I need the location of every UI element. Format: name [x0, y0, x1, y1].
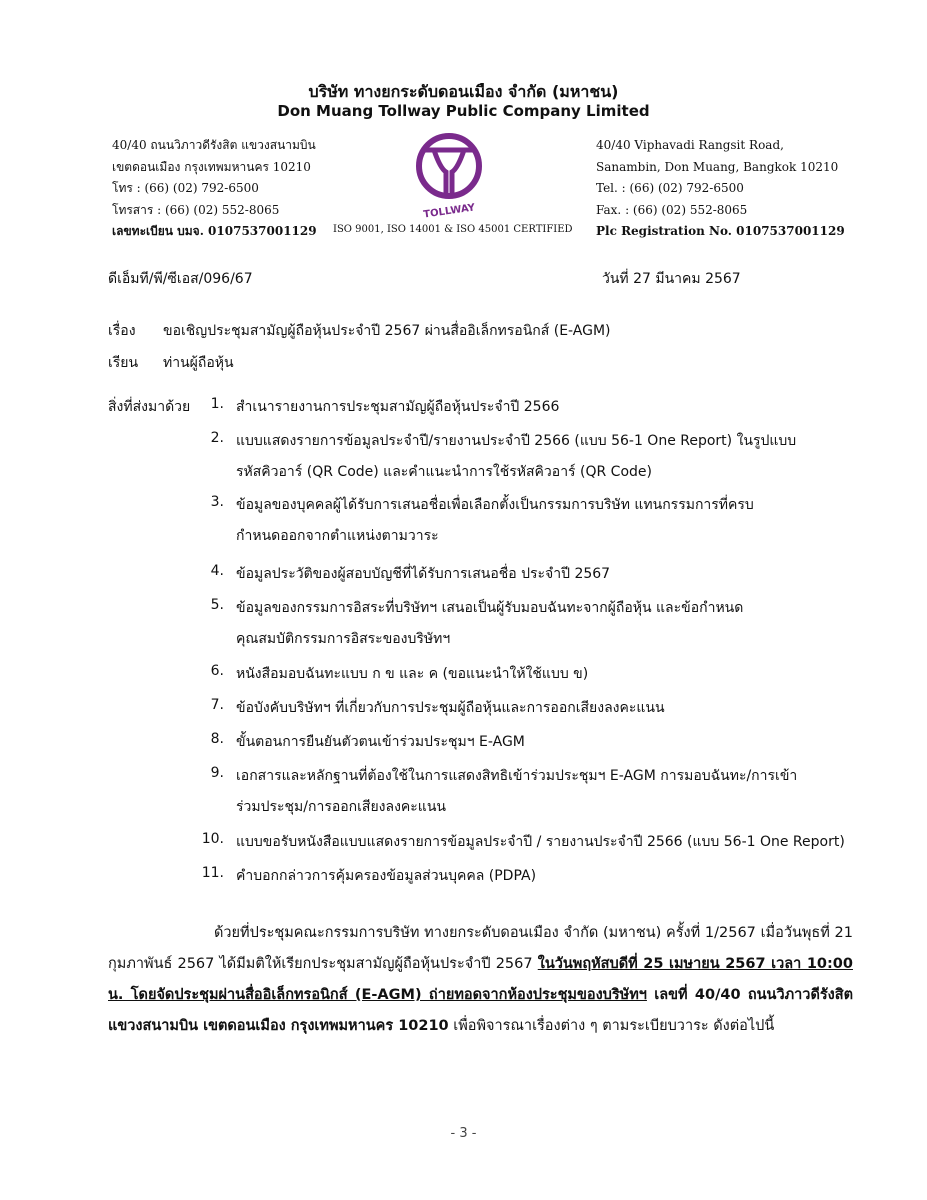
- body-text: ด้วยที่ประชุมคณะกรรมการบริษัท ทางยกระดับดอนเมือง จำกัด (มหาชน) ครั้งที่ 1/2567 เมื่อวันพุธที่ 21 กุมภาพันธ์ 2567 ได้มีมติให้เรียกประชุมสามัญผู้ถือหุ้นประจำปี 2567: [108, 925, 853, 972]
- enclosure-text: คำบอกกล่าวการคุ้มครองข้อมูลส่วนบุคคล (PDPA): [236, 868, 537, 884]
- enclosure-text: ร่วมประชุม/การออกเสียงลงคะแนน: [236, 799, 446, 815]
- recipient-label: เรียน: [108, 355, 139, 371]
- tollway-logo-icon: [410, 132, 488, 220]
- reference-number: ดีเอ็มที/พี/ซีเอส/096/67: [108, 271, 253, 287]
- page-number: - 3 -: [450, 1126, 477, 1141]
- registration-number: เลขทะเบียน บมจ. 0107537001129: [112, 224, 317, 238]
- body-text-end: เพื่อพิจารณาเรื่องต่าง ๆ ตามระเบียบวาระ ดังต่อไปนี้: [448, 1018, 775, 1034]
- meeting-datetime-emphasis: ในวันพฤหัสบดีที่ 25 เมษายน 2567 เวลา 10:00 น. โดยจัดประชุมผ่านสื่ออิเล็กทรอนิกส์ (E-AGM) ถ่ายทอดจากห้องประชุมของบริษัทฯ: [108, 956, 853, 1003]
- enclosure-number: 10.: [201, 831, 224, 847]
- recipient-text: ท่านผู้ถือหุ้น: [163, 355, 234, 371]
- enclosure-text: ข้อบังคับบริษัทฯ ที่เกี่ยวกับการประชุมผู้ถือหุ้นและการออกเสียงลงคะแนน: [236, 700, 665, 716]
- enclosure-number: 3.: [210, 494, 224, 510]
- enclosure-number: 9.: [210, 765, 224, 781]
- enclosure-number: 4.: [210, 563, 224, 579]
- enclosure-number: 2.: [210, 430, 224, 446]
- tollway-logo: [410, 132, 488, 220]
- enclosure-text: คุณสมบัติกรรมการอิสระของบริษัทฯ: [236, 631, 451, 647]
- fax-line: Fax. : (66) (02) 552-8065: [596, 202, 748, 217]
- address-thai: [112, 135, 317, 243]
- address-line: เขตดอนเมือง กรุงเทพมหานคร 10210: [112, 159, 311, 174]
- enclosure-number: 5.: [210, 597, 224, 613]
- fax-line: โทรสาร : (66) (02) 552-8065: [112, 202, 280, 217]
- enclosure-text: รหัสคิวอาร์ (QR Code) และคำแนะนำการใช้รหัสคิวอาร์ (QR Code): [236, 464, 652, 480]
- company-name-th: บริษัท ทางยกระดับดอนเมือง จำกัด (มหาชน): [308, 82, 619, 101]
- enclosure-text: กำหนดออกจากตำแหน่งตามวาระ: [236, 528, 439, 544]
- phone-line: Tel. : (66) (02) 792-6500: [596, 181, 744, 195]
- enclosure-number: 6.: [210, 663, 224, 679]
- subject-label: เรื่อง: [108, 323, 136, 339]
- body-paragraph: [108, 918, 853, 1042]
- address-line: 40/40 Viphavadi Rangsit Road,: [596, 138, 784, 152]
- enclosure-text: ขั้นตอนการยืนยันตัวตนเข้าร่วมประชุมฯ E-AGM: [236, 734, 525, 750]
- iso-certification: ISO 9001, ISO 14001 & ISO 45001 CERTIFIED: [333, 224, 573, 235]
- enclosure-text: แบบขอรับหนังสือแบบแสดงรายการข้อมูลประจำปี / รายงานประจำปี 2566 (แบบ 56-1 One Report): [236, 834, 845, 850]
- registration-number: Plc Registration No. 0107537001129: [596, 224, 845, 238]
- enclosure-number: 1.: [210, 396, 224, 412]
- enclosure-text: ข้อมูลของบุคคลผู้ได้รับการเสนอชื่อเพื่อเลือกตั้งเป็นกรรมการบริษัท แทนกรรมการที่ครบ: [236, 497, 754, 513]
- address-line: 40/40 ถนนวิภาวดีรังสิต แขวงสนามบิน: [112, 138, 316, 152]
- company-name-en: Don Muang Tollway Public Company Limited: [277, 102, 650, 120]
- enclosure-text: ข้อมูลประวัติของผู้สอบบัญชีที่ได้รับการเสนอชื่อ ประจำปี 2567: [236, 566, 611, 582]
- enclosure-number: 8.: [210, 731, 224, 747]
- meeting-address: เลขที่ 40/40 ถนนวิภาวดีรังสิต แขวงสนามบิน เขตดอนเมือง กรุงเทพมหานคร 10210: [108, 987, 853, 1034]
- enclosure-number: 7.: [210, 697, 224, 713]
- phone-line: โทร : (66) (02) 792-6500: [112, 181, 259, 195]
- enclosure-text: ข้อมูลของกรรมการอิสระที่บริษัทฯ เสนอเป็นผู้รับมอบฉันทะจากผู้ถือหุ้น และข้อกำหนด: [236, 600, 744, 616]
- letter-date: วันที่ 27 มีนาคม 2567: [602, 271, 741, 287]
- enclosure-number: 11.: [201, 865, 224, 881]
- subject-text: ขอเชิญประชุมสามัญผู้ถือหุ้นประจำปี 2567 ผ่านสื่ออิเล็กทรอนิกส์ (E-AGM): [163, 323, 611, 339]
- address-english: [596, 135, 845, 243]
- enclosure-text: หนังสือมอบฉันทะแบบ ก ข และ ค (ขอแนะนำให้ใช้แบบ ข): [236, 666, 589, 682]
- enclosure-text: สำเนารายงานการประชุมสามัญผู้ถือหุ้นประจำปี 2566: [236, 399, 560, 415]
- enclosure-text: แบบแสดงรายการข้อมูลประจำปี/รายงานประจำปี 2566 (แบบ 56-1 One Report) ในรูปแบบ: [236, 433, 797, 449]
- logo-wordmark: TOLLWAY: [422, 202, 476, 220]
- enclosure-text: เอกสารและหลักฐานที่ต้องใช้ในการแสดงสิทธิเข้าร่วมประชุมฯ E-AGM การมอบฉันทะ/การเข้า: [236, 768, 798, 784]
- enclosures-label: สิ่งที่ส่งมาด้วย: [108, 399, 191, 415]
- address-line: Sanambin, Don Muang, Bangkok 10210: [596, 159, 839, 174]
